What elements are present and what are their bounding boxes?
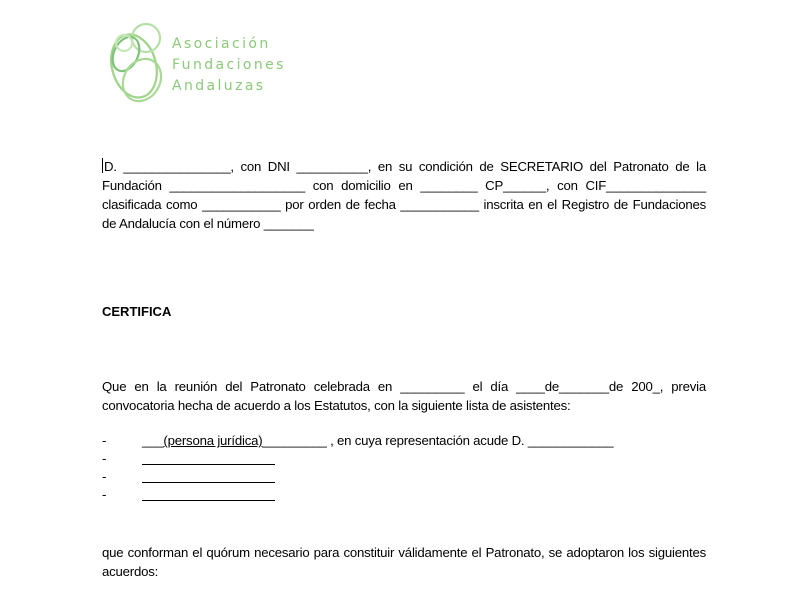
intro-text: D. _______________, con DNI __________, en su condición de SECRETARIO del Patronato de la Fundación ___________________ con domicilio en ________ CP______, con CIF______________ clasificada como ___________ por orden de fecha ___________ inscrita en el Registro de Fundaciones de Andalucía con el número _______ [102, 159, 706, 231]
intro-paragraph[interactable] [102, 157, 706, 233]
list-dash: - [102, 451, 107, 466]
quorum-paragraph: que conforman el quórum necesario para constituir válidamente el Patronato, se adoptaron los siguientes acuerdos: [102, 545, 706, 579]
blank-line [142, 450, 275, 465]
certifica-heading: CERTIFICA [102, 304, 172, 319]
first-prefix: ___ [142, 433, 164, 448]
list-dash: - [102, 469, 107, 484]
logo-text [172, 34, 286, 97]
intertwined-circles-logo-icon [104, 18, 174, 108]
logo [104, 18, 286, 108]
persona-juridica: (persona jurídica) [163, 433, 263, 448]
blank-line [142, 486, 275, 501]
first-attendee [142, 432, 613, 450]
logo-line-3: Andaluzas [172, 78, 266, 94]
logo-line-2: Fundaciones [172, 57, 286, 73]
reunion-paragraph: Que en la reunión del Patronato celebrada en _________ el día ____de_______de 200_, previa convocatoria hecha de acuerdo a los Estatutos, con la siguiente lista de asistentes: [102, 379, 706, 413]
first-suffix: _________ , en cuya representación acude D. ____________ [262, 433, 614, 448]
text-cursor [102, 158, 103, 173]
blank-line [142, 468, 275, 483]
list-dash: - [102, 487, 107, 502]
logo-line-1: Asociación [172, 36, 271, 52]
list-dash: - [102, 433, 107, 448]
